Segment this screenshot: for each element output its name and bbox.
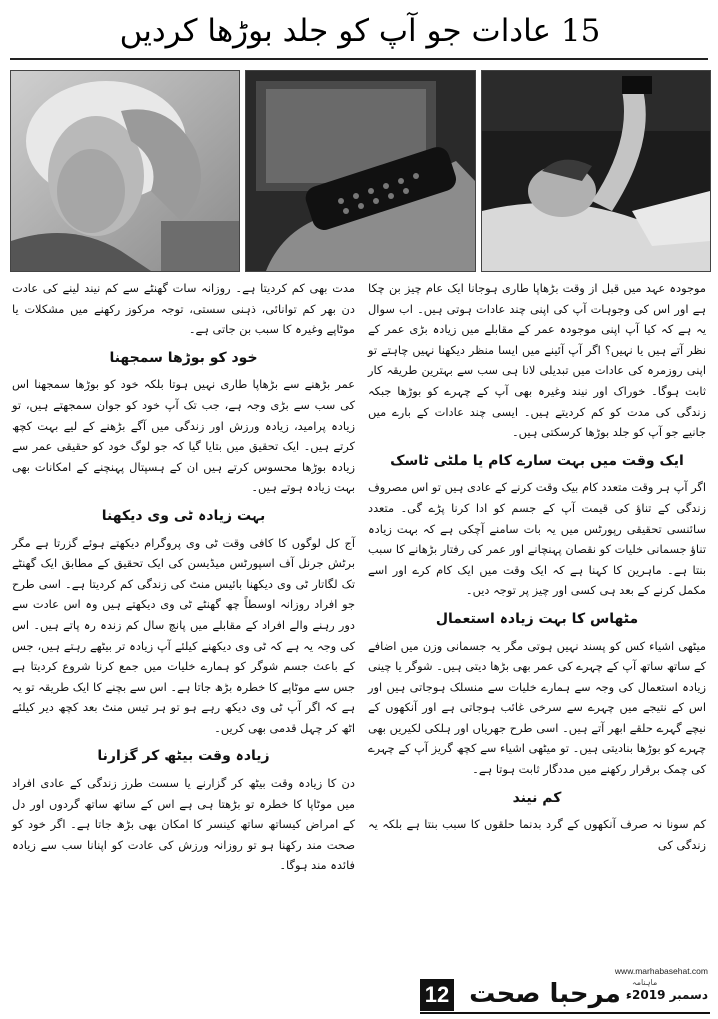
page-number: 12 [420,979,454,1011]
footer-divider [420,1012,710,1014]
heading-too-much-tv: بہت زیادہ ٹی وی دیکھنا [101,507,266,524]
sleep-paragraph: کم سونا نہ صرف آنکھوں کے گرد بدنما حلقوں کا سبب بنتا ہے بلکہ یہ زندگی کی [368,817,706,852]
sitting-paragraph: دن کا زیادہ وقت بیٹھ کر گزارنے یا سست طرز زندگی کے عادی افراد میں موٹاپا کا خطرہ تو بڑھتا ہی ہے اس کے ساتھ ساتھ گردوں اور دل کے امراض کیساتھ ساتھ کینسر کا امکان بھی بڑھ جاتا ہے۔ اگر خود کو صحت مند رکھنا ہو تو روزانہ ورزش کی عادت کو اپنانا سب سے زیادہ فائدہ مند ہوگا۔ [12,776,355,873]
issue-date: دسمبر 2019ء [625,988,708,1002]
tv-remote-photo [245,70,476,272]
headline-divider [10,58,708,60]
sugar-paragraph: میٹھی اشیاء کس کو پسند نہیں ہوتی مگر یہ جسمانی وزن میں اضافے کے ساتھ ساتھ آپ کے چہرے کی عمر بھی بڑھا دیتی ہیں۔ شوگر یا چینی زیادہ استعمال کی وجہ سے ہمارے خلیات سے منسلک ہوجاتی ہیں اور اس کے نتیجے میں چہرے سے سرخی غائب ہوجاتی ہے اور آنکھوں کے نیچے گہرے حلقے ابھر آتے ہیں۔ اسی طرح جھریاں اور ہلکی لکیریں بھی چہرے کو بوڑھا بنادیتی ہیں۔ تو میٹھی اشیاء سے کچھ گریز آپ کے چہرے کی چمک برقرار رکھنے میں مددگار ثابت ہوتا ہے۔ [368,638,706,777]
heading-multitasking: ایک وقت میں بہت سارے کام یا ملٹی ٹاسک [390,452,684,469]
woman-headache-photo [10,70,240,272]
man-phone-in-bed-photo [481,70,711,272]
tv-paragraph: آج کل لوگوں کا کافی وقت ٹی وی پروگرام دیکھتے ہوئے گزرتا ہے مگر برٹش جرنل آف اسپورٹس میڈیسن کی ایک تحقیق کے مطابق ایک گھنٹے تک لگاتار ٹی وی دیکھنا بائیس منٹ کی زندگی کم کردیتا ہے۔ اسی طرح جو افراد روزانہ اوسطاً چھ گھنٹے ٹی وی دیکھتے ہیں وہ اس عادت سے دور رہنے والے افراد کے مقابلے میں پانچ سال کم زندہ رہ پاتے ہیں۔ اس کی وجہ یہ ہے کہ ٹی وی دیکھنے کیلئے آپ زیادہ تر بیٹھے رہتے ہیں، جس کے باعث جسم شوگر کو ہمارے خلیات میں جمع کرنا شروع کردیتا ہے جس سے موٹاپے کا خطرہ بڑھ جاتا ہے۔ اس سے بچنے کا ایک طریقہ تو یہ ہے کہ اگر آپ ٹی وی دیکھ رہے ہو تو ہر تیس منٹ بعد کچھ دیر کیلئے اٹھ کر چہل قدمی بھی کریں۔ [12,535,355,735]
article-headline: 15 عادات جو آپ کو جلد بوڑھا کردیں [119,13,601,49]
magazine-brand: مرحبا صحت [469,979,621,1009]
heading-feeling-old: خود کو بوڑھا سمجھنا [109,349,258,366]
feeling-old-paragraph: عمر بڑھنے سے بڑھاپا طاری نہیں ہوتا بلکہ خود کو بوڑھا سمجھنا اس کی سب سے بڑی وجہ ہے، جب تک آپ خود کو جوان سمجھتے ہیں، تو زیادہ پرامید، زیادہ ورزش اور زندگی میں آگے بڑھنے کے لیے بہت کچھ کرتے ہیں۔ ایک تحقیق میں بتایا گیا کہ جو لوگ خود کو حقیقی عمر سے زیادہ بوڑھا محسوس کرتے ہیں ان کے ہسپتال پہنچنے کے امکانات بھی بہت زیادہ ہوتے ہیں۔ [12,377,355,495]
multitasking-paragraph: اگر آپ ہر وقت متعدد کام بیک وقت کرنے کے عادی ہیں تو اس مصروف زندگی کے تناؤ کی قیمت آپ کے جسم کو ادا کرنا پڑے گی۔ متعدد سائنسی تحقیقی رپورٹس میں یہ بات سامنے آچکی ہے کہ بہت زیادہ تناؤ جسمانی خلیات کو نقصان پہنچانے اور عمر کی رفتار بڑھانے کا سبب بنتا ہے۔ ماہرین کا کہنا ہے کہ ایک وقت میں ایک کام کرے اور اسے مکمل کرنے کے بعد ہی کسی اور چیز پر توجہ دیں۔ [368,480,706,598]
heading-less-sleep: کم نیند [512,789,562,806]
sleep-continued-paragraph: مدت بھی کم کردیتا ہے۔ روزانہ سات گھنٹے سے کم نیند لینے کی عادت دن بھر کم توانائی، ذہنی سستی، توجہ مرکوز رکھنے میں مشکلات یا موٹاپے وغیرہ کا سبب بن جاتی ہے۔ [12,281,355,337]
intro-paragraph: موجودہ عہد میں قبل از وقت بڑھاپا طاری ہوجانا ایک عام چیز بن چکا ہے اور اس کی وجوہات آپ کی اپنی چند عادات ہوتی ہیں۔ اب سوال یہ ہے کہ کیا آپ اپنی موجودہ عمر کے مقابلے میں زیادہ بڑی عمر کے نظر آتے ہیں یا نہیں؟ اگر آپ آئینے میں ایسا منظر دیکھنا نہیں چاہتے تو اپنی روزمرہ کی عادات میں تبدیلی لانا ہی سب سے بہترین طریقہ کار ثابت ہوگا۔ خوراک اور نیند وغیرہ بھی آپ کے چہرے کو بوڑھا جبکہ زندگی کی مدت کو کم کردیتے ہیں۔ ایسی چند عادات کے بارے میں جانیے جو آپ کو جلد بوڑھا کرسکتی ہیں۔ [368,281,706,440]
right-text-column [368,278,706,859]
masthead-tag: ماہنامہ [632,978,658,987]
page-footer [420,966,710,1014]
heading-excess-sugar: مٹھاس کا بہت زیادہ استعمال [435,610,639,627]
heading-sitting: زیادہ وقت بیٹھ کر گزارنا [97,748,270,765]
website-url: www.marhabasehat.com [614,966,708,976]
left-text-column [12,278,355,880]
